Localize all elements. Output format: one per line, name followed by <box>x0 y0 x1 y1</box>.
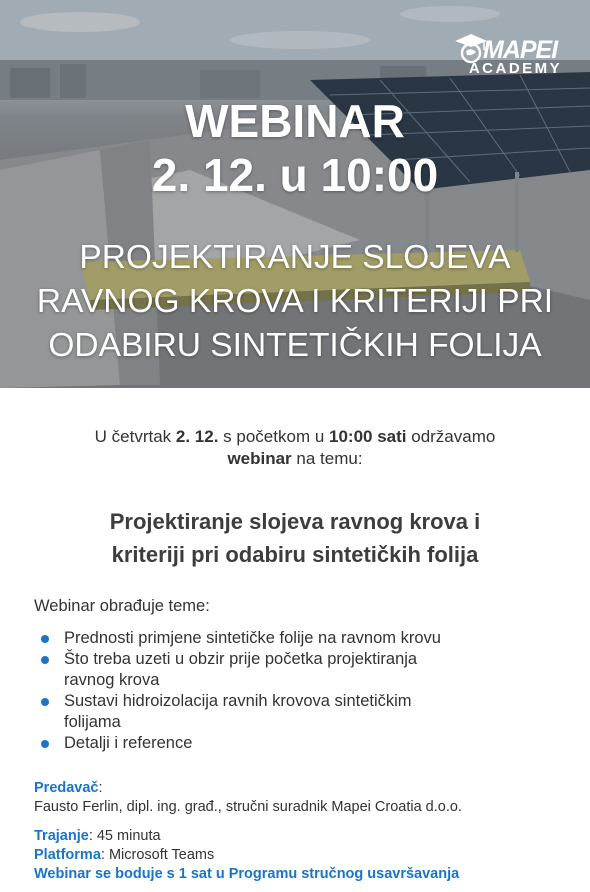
hero-title <box>0 94 590 202</box>
intro-time: 10:00 sati <box>329 427 407 446</box>
list-item <box>34 691 554 733</box>
credit-note: Webinar se boduje s 1 sat u Programu stručnog usavršavanja <box>34 866 460 882</box>
intro-webinar-word: webinar <box>227 449 292 468</box>
hero-subtitle-line-2: RAVNOG KROVA I KRITERIJI PRI <box>36 283 554 320</box>
intro-text-1: U četvrtak <box>94 427 176 446</box>
mapei-academy-logo <box>453 10 578 80</box>
lecturer-label: Predavač <box>34 780 99 796</box>
lecturer-value: Fausto Ferlin, dipl. ing. građ., stručni suradnik Mapei Croatia d.o.o. <box>34 799 462 815</box>
lecturer-label-row <box>34 779 574 798</box>
list-item-line: Što treba uzeti u obzir prije početka projektiranja <box>64 650 418 668</box>
hero-subtitle <box>0 236 590 368</box>
intro-date: 2. 12. <box>175 427 219 446</box>
hero-title-line-1: WEBINAR <box>185 95 405 147</box>
list-item <box>34 628 554 649</box>
topic-line-1: Projektiranje slojeva ravnog krova i <box>109 509 481 534</box>
hero-banner <box>0 0 590 388</box>
themes-list <box>34 628 554 754</box>
topic-heading <box>0 505 590 571</box>
list-item-line: Prednosti primjene sintetičke folije na ravnom krovu <box>64 629 441 647</box>
blue-dot-icon <box>41 698 49 706</box>
list-item-line: Detalji i reference <box>64 734 193 752</box>
intro-paragraph <box>0 426 590 470</box>
intro-text-4: na temu: <box>291 449 363 468</box>
topic-line-2: kriteriji pri odabiru sintetičkih folija <box>111 542 479 567</box>
duration-value: : 45 minuta <box>88 828 161 844</box>
lecturer-colon: : <box>98 780 103 796</box>
intro-text-2: s početkom u <box>218 427 330 446</box>
platform-row <box>34 846 574 865</box>
hero-subtitle-line-1: PROJEKTIRANJE SLOJEVA <box>79 239 511 276</box>
lecturer-block <box>34 779 574 817</box>
list-item <box>34 733 554 754</box>
themes-intro: Webinar obrađuje teme: <box>34 597 210 615</box>
list-item-line: Sustavi hidroizolacija ravnih krovova sintetičkim <box>64 692 412 710</box>
platform-value: : Microsoft Teams <box>100 847 215 863</box>
blue-dot-icon <box>41 635 49 643</box>
logo-academy: ACADEMY <box>468 60 563 77</box>
list-item-line: folijama <box>64 713 121 731</box>
duration-row <box>34 827 574 846</box>
duration-label: Trajanje <box>34 828 89 844</box>
hero-title-date: 2. 12. u 10:00 <box>151 149 439 201</box>
blue-dot-icon <box>41 740 49 748</box>
list-item <box>34 649 554 691</box>
list-item-line: ravnog krova <box>64 671 160 689</box>
logo-brand: MAPEI <box>483 36 558 64</box>
hero-subtitle-line-3: ODABIRU SINTETIČKIH FOLIJA <box>48 327 542 364</box>
intro-text-3: održavamo <box>406 427 496 446</box>
blue-dot-icon <box>41 656 49 664</box>
platform-label: Platforma <box>34 847 101 863</box>
details-block <box>34 827 574 884</box>
